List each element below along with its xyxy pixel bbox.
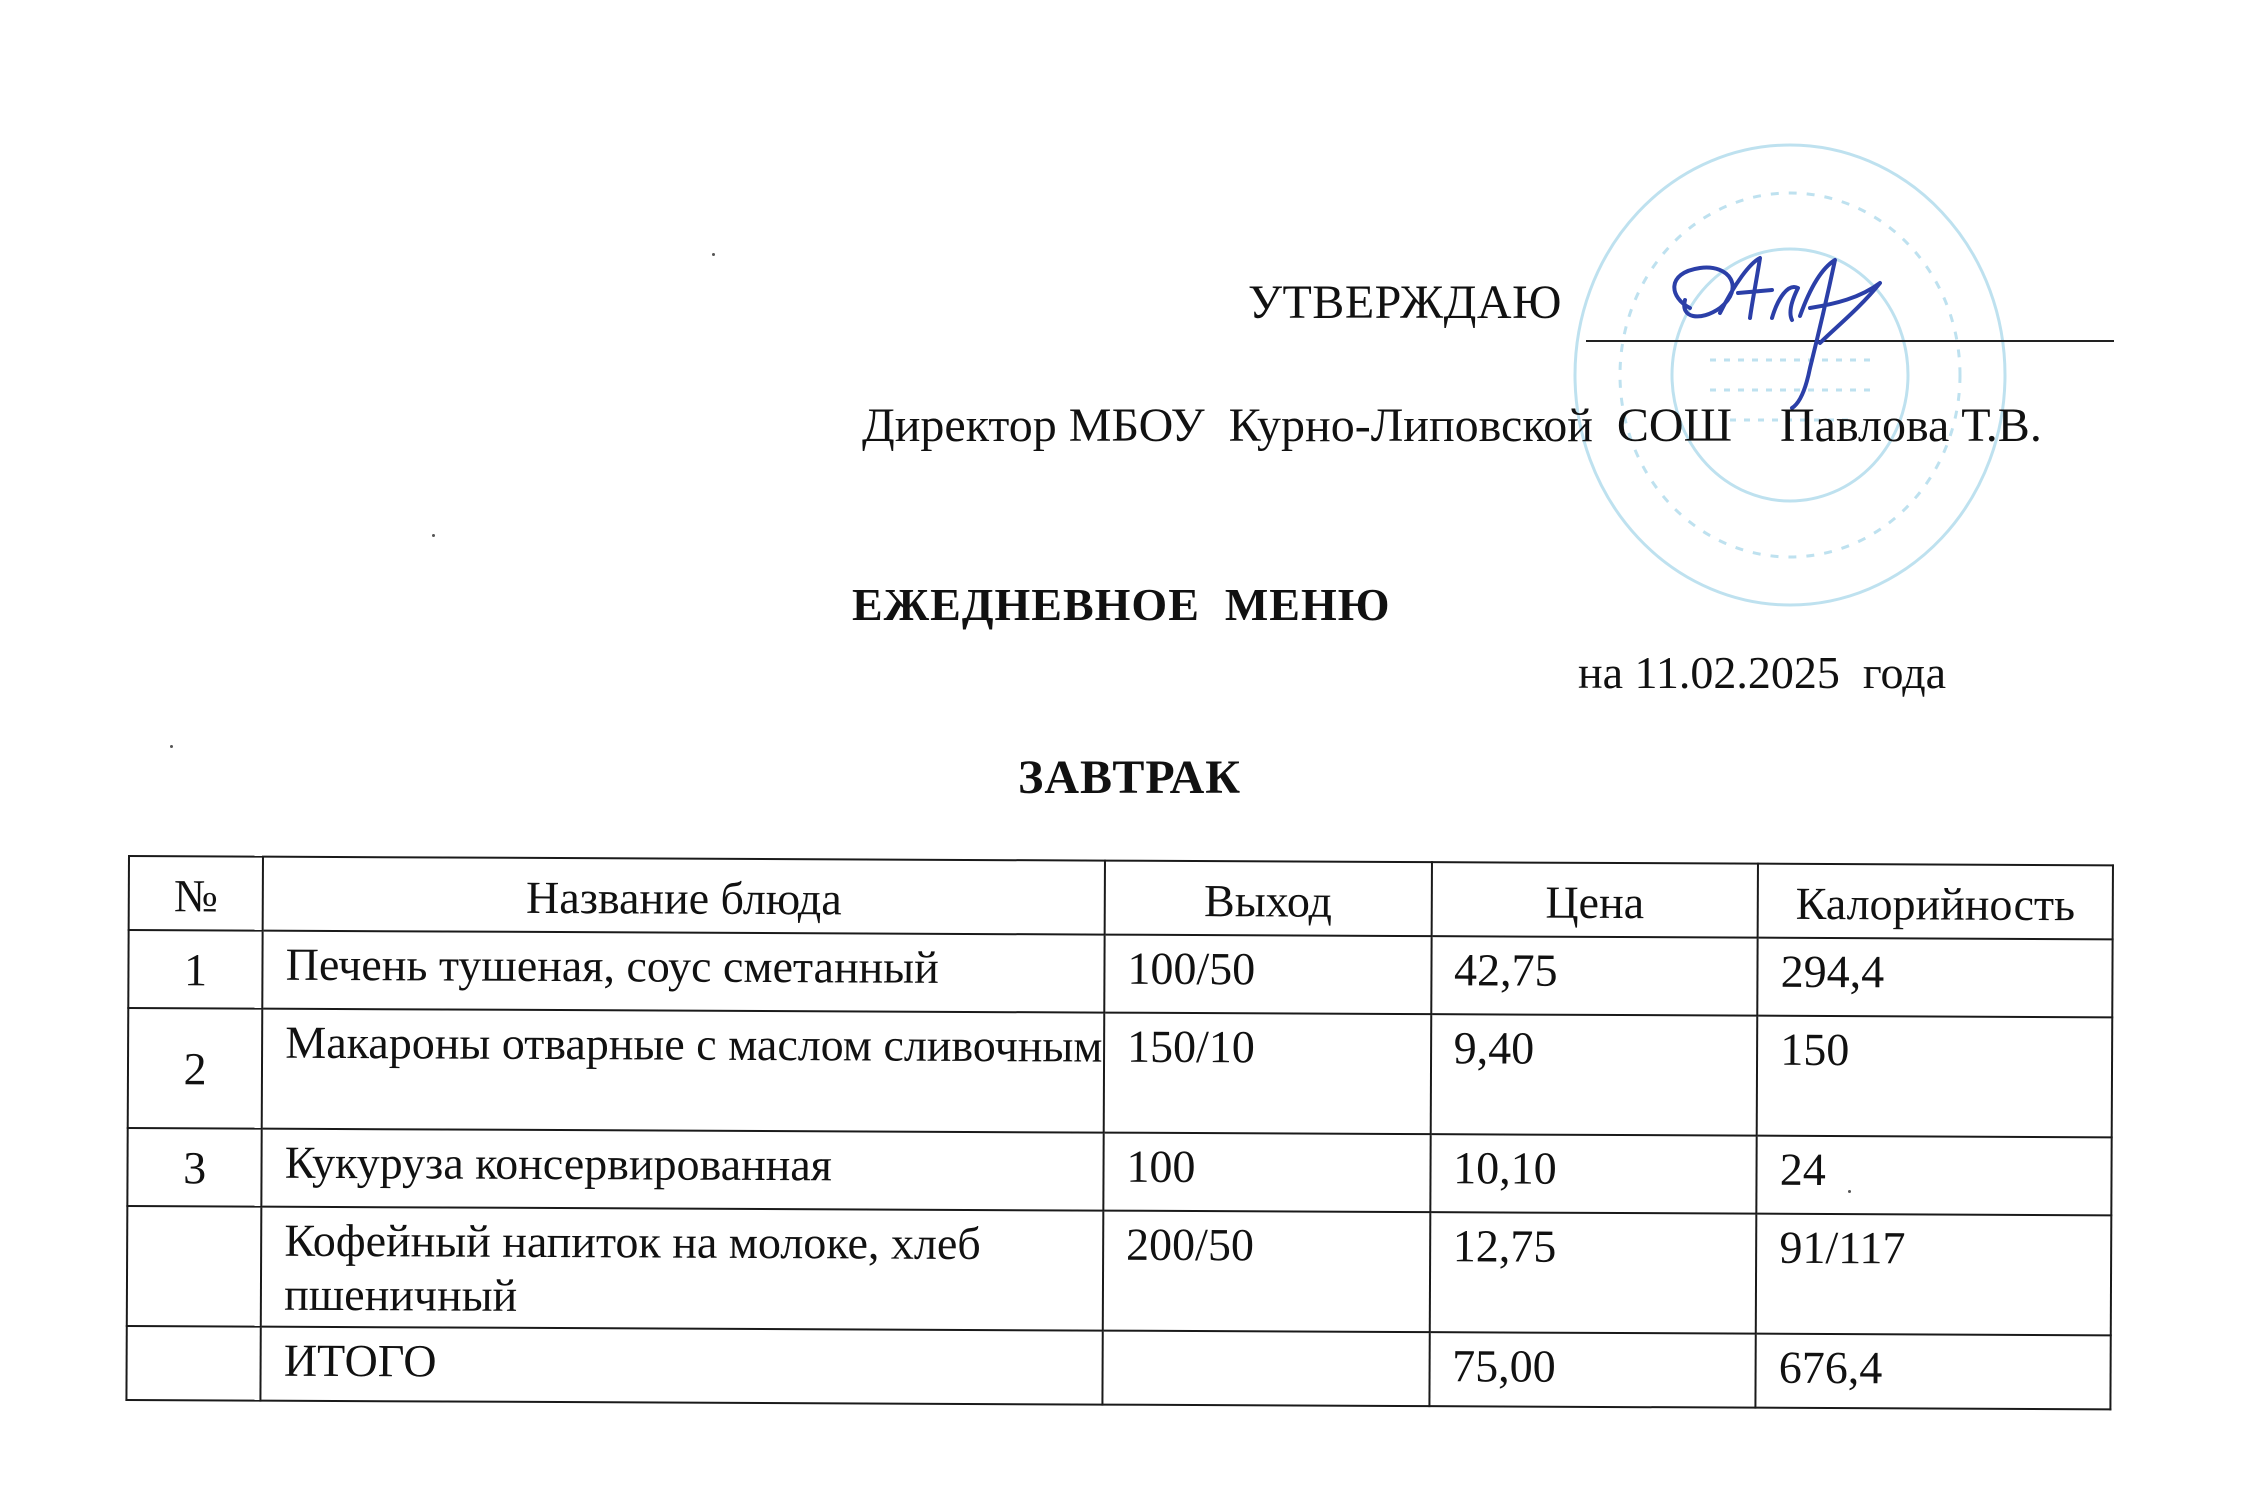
director-line: Директор МБОУ Курно-Липовской СОШ Павлова Т.В. xyxy=(862,399,2042,452)
table-row xyxy=(128,1008,2113,1137)
cell-price: 42,75 xyxy=(1431,936,1758,1016)
cell-output: 150/10 xyxy=(1104,1013,1431,1135)
cell-calories: 294,4 xyxy=(1758,938,2113,1018)
header-dish-name: Название блюда xyxy=(263,857,1105,935)
scan-speck xyxy=(1848,1190,1851,1193)
cell-calories: 150 xyxy=(1757,1016,2112,1138)
cell-price: 10,10 xyxy=(1430,1134,1757,1214)
cell-price: 9,40 xyxy=(1430,1014,1757,1136)
header-output: Выход xyxy=(1105,861,1432,937)
cell-number xyxy=(126,1326,261,1401)
approval-label: УТВЕРЖДАЮ xyxy=(1248,276,1562,329)
signature xyxy=(1660,238,1900,418)
cell-calories: 24 xyxy=(1757,1136,2112,1216)
menu-table xyxy=(125,855,2114,1410)
cell-output: 100 xyxy=(1103,1133,1430,1213)
cell-output: 200/50 xyxy=(1103,1211,1430,1333)
cell-number: 3 xyxy=(127,1128,262,1207)
menu-date: на 11.02.2025 года xyxy=(1578,647,1947,698)
table-header-row xyxy=(129,856,2113,939)
header-calories: Калорийность xyxy=(1758,864,2113,940)
cell-dish-name: Печень тушеная, соус сметанный xyxy=(263,931,1105,1013)
cell-dish-name: Кукуруза консервированная xyxy=(262,1129,1104,1211)
total-calories: 676,4 xyxy=(1756,1334,2111,1410)
cell-dish-name: Макароны отварные с маслом сливочным xyxy=(262,1009,1104,1133)
cell-output: 100/50 xyxy=(1104,935,1431,1015)
meal-title: ЗАВТРАК xyxy=(1018,751,1242,804)
total-output xyxy=(1102,1331,1429,1407)
table-row xyxy=(127,1128,2111,1215)
scan-speck xyxy=(432,534,435,537)
table-total-row xyxy=(126,1326,2110,1409)
scan-speck xyxy=(712,253,715,256)
cell-number xyxy=(127,1206,262,1327)
total-label: ИТОГО xyxy=(261,1327,1103,1405)
scan-speck xyxy=(170,745,173,748)
cell-number: 2 xyxy=(128,1008,263,1129)
header-number: № xyxy=(129,856,264,931)
cell-number: 1 xyxy=(128,930,263,1009)
cell-calories: 91/117 xyxy=(1756,1214,2111,1336)
total-price: 75,00 xyxy=(1429,1332,1756,1408)
menu-title: ЕЖЕДНЕВНОЕ МЕНЮ xyxy=(852,579,1391,630)
table-row xyxy=(127,1206,2112,1335)
table-row xyxy=(128,930,2112,1017)
header-price: Цена xyxy=(1431,862,1758,938)
cell-price: 12,75 xyxy=(1429,1212,1756,1334)
cell-dish-name: Кофейный напиток на молоке, хлеб пшеничный xyxy=(261,1207,1103,1331)
